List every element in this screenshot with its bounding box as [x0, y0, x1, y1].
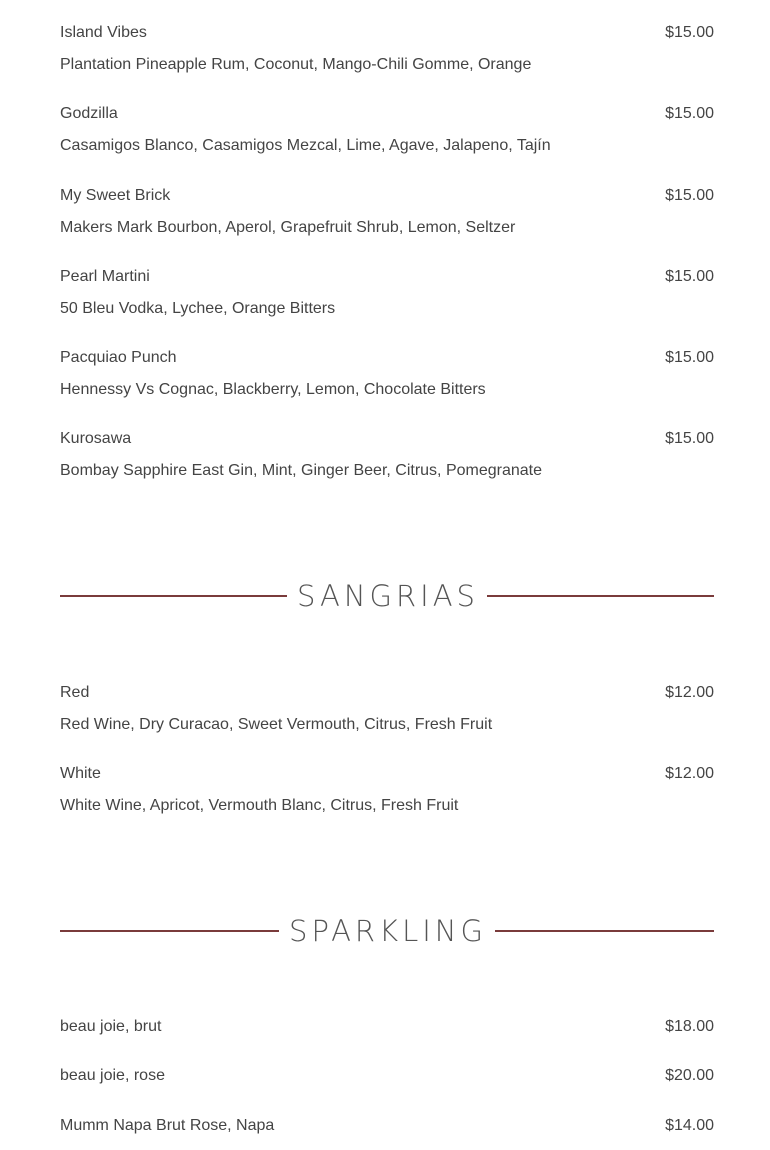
- item-description: Bombay Sapphire East Gin, Mint, Ginger Beer, Citrus, Pomegranate: [60, 462, 543, 479]
- divider-line: [60, 930, 279, 932]
- menu-item: [60, 1066, 714, 1086]
- item-price: $20.00: [665, 1067, 714, 1084]
- section-title: SPARKLING: [289, 914, 487, 948]
- item-name: White: [60, 765, 101, 782]
- menu-item: [60, 348, 714, 398]
- section-title: SANGRIAS: [297, 579, 479, 613]
- menu-item: [60, 186, 714, 236]
- item-description: Casamigos Blanco, Casamigos Mezcal, Lime, Agave, Jalapeno, Tajín: [60, 137, 551, 154]
- item-description: Makers Mark Bourbon, Aperol, Grapefruit Shrub, Lemon, Seltzer: [60, 219, 516, 236]
- menu-item: [60, 429, 714, 479]
- divider-line: [60, 595, 287, 597]
- divider-line: [495, 930, 714, 932]
- item-price: $15.00: [665, 349, 714, 366]
- section-header-sangrias: [60, 576, 714, 616]
- menu-item: [60, 23, 714, 73]
- section-header-sparkling: [60, 911, 714, 951]
- item-name: beau joie, rose: [60, 1067, 165, 1084]
- divider-line: [487, 595, 714, 597]
- item-price: $12.00: [665, 684, 714, 701]
- item-description: Plantation Pineapple Rum, Coconut, Mango-Chili Gomme, Orange: [60, 56, 532, 73]
- item-name: Pearl Martini: [60, 268, 150, 285]
- item-name: beau joie, brut: [60, 1018, 162, 1035]
- item-name: Pacquiao Punch: [60, 349, 177, 366]
- menu-item: [60, 1116, 714, 1136]
- menu-item: [60, 764, 714, 814]
- item-price: $12.00: [665, 765, 714, 782]
- item-description: White Wine, Apricot, Vermouth Blanc, Citrus, Fresh Fruit: [60, 797, 459, 814]
- item-price: $15.00: [665, 430, 714, 447]
- item-description: 50 Bleu Vodka, Lychee, Orange Bitters: [60, 300, 336, 317]
- menu-item: [60, 267, 714, 317]
- item-name: Mumm Napa Brut Rose, Napa: [60, 1117, 275, 1134]
- item-description: Hennessy Vs Cognac, Blackberry, Lemon, Chocolate Bitters: [60, 381, 486, 398]
- menu-item: [60, 104, 714, 154]
- menu-item: [60, 683, 714, 733]
- menu-item: [60, 1017, 714, 1037]
- item-price: $15.00: [665, 105, 714, 122]
- item-name: Kurosawa: [60, 430, 132, 447]
- item-name: Red: [60, 684, 90, 701]
- item-price: $15.00: [665, 187, 714, 204]
- item-price: $14.00: [665, 1117, 714, 1134]
- item-description: Red Wine, Dry Curacao, Sweet Vermouth, Citrus, Fresh Fruit: [60, 716, 493, 733]
- item-price: $18.00: [665, 1018, 714, 1035]
- item-name: My Sweet Brick: [60, 187, 171, 204]
- item-price: $15.00: [665, 24, 714, 41]
- item-name: Godzilla: [60, 105, 118, 122]
- item-name: Island Vibes: [60, 24, 147, 41]
- item-price: $15.00: [665, 268, 714, 285]
